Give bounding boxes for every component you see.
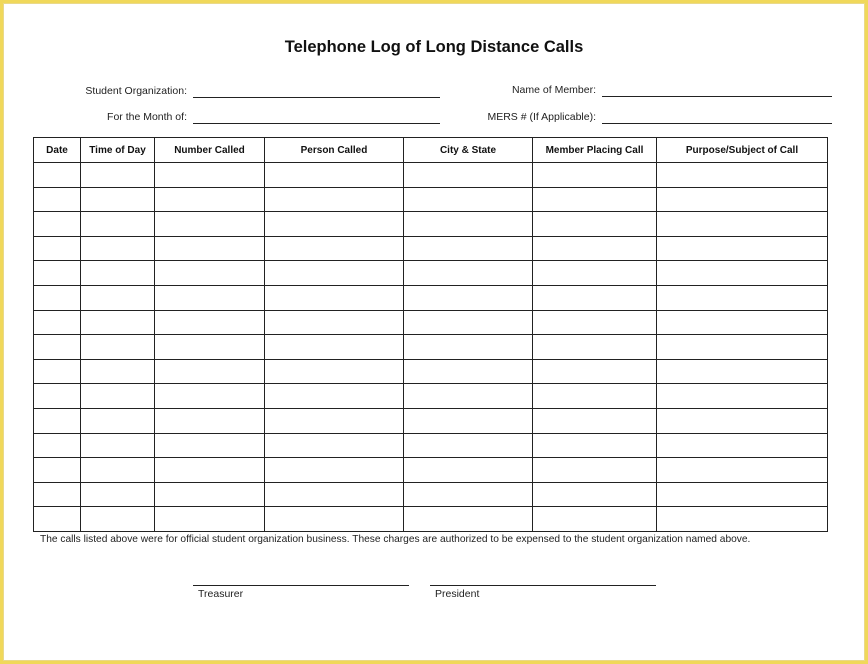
mers-field[interactable] <box>602 123 832 124</box>
table-cell[interactable] <box>404 163 533 188</box>
table-cell[interactable] <box>404 236 533 261</box>
treasurer-label: Treasurer <box>198 588 244 600</box>
table-row <box>34 433 828 458</box>
president-label: President <box>435 588 480 600</box>
table-row <box>34 187 828 212</box>
table-cell[interactable] <box>404 384 533 409</box>
column-header-person-called: Person Called <box>265 138 404 163</box>
table-cell[interactable] <box>533 187 657 212</box>
table-cell[interactable] <box>657 408 828 433</box>
table-cell[interactable] <box>404 458 533 483</box>
table-body <box>34 163 828 532</box>
table-cell[interactable] <box>155 187 265 212</box>
table-cell[interactable] <box>81 236 155 261</box>
table-row <box>34 408 828 433</box>
table-cell[interactable] <box>155 507 265 532</box>
table-cell[interactable] <box>533 236 657 261</box>
table-cell[interactable] <box>404 433 533 458</box>
table-cell[interactable] <box>155 236 265 261</box>
table-cell[interactable] <box>265 458 404 483</box>
table-cell[interactable] <box>155 458 265 483</box>
table-cell[interactable] <box>265 433 404 458</box>
table-cell[interactable] <box>657 384 828 409</box>
table-cell[interactable] <box>155 285 265 310</box>
table-cell[interactable] <box>265 212 404 237</box>
table-cell[interactable] <box>533 408 657 433</box>
table-cell[interactable] <box>404 482 533 507</box>
table-row <box>34 482 828 507</box>
table-row <box>34 261 828 286</box>
table-cell[interactable] <box>34 458 81 483</box>
table-cell[interactable] <box>34 384 81 409</box>
table-cell[interactable] <box>81 187 155 212</box>
table-cell[interactable] <box>265 384 404 409</box>
table-cell[interactable] <box>657 187 828 212</box>
table-cell[interactable] <box>404 212 533 237</box>
table-cell[interactable] <box>657 285 828 310</box>
treasurer-signature-line[interactable] <box>193 585 409 586</box>
column-header-purpose: Purpose/Subject of Call <box>657 138 828 163</box>
table-cell[interactable] <box>81 310 155 335</box>
table-cell[interactable] <box>81 163 155 188</box>
table-cell[interactable] <box>34 187 81 212</box>
table-cell[interactable] <box>657 433 828 458</box>
table-cell[interactable] <box>155 359 265 384</box>
table-cell[interactable] <box>533 433 657 458</box>
table-cell[interactable] <box>404 408 533 433</box>
table-cell[interactable] <box>81 482 155 507</box>
table-cell[interactable] <box>34 285 81 310</box>
table-cell[interactable] <box>265 507 404 532</box>
table-cell[interactable] <box>155 310 265 335</box>
table-cell[interactable] <box>81 507 155 532</box>
table-cell[interactable] <box>81 285 155 310</box>
table-cell[interactable] <box>533 163 657 188</box>
table-cell[interactable] <box>34 236 81 261</box>
table-cell[interactable] <box>81 458 155 483</box>
table-cell[interactable] <box>155 212 265 237</box>
table-cell[interactable] <box>265 335 404 360</box>
table-row <box>34 359 828 384</box>
authorization-statement: The calls listed above were for official student organization business. These charges are authorized to be expensed to the student organization named above. <box>40 534 751 545</box>
table-cell[interactable] <box>533 507 657 532</box>
table-cell[interactable] <box>81 212 155 237</box>
table-cell[interactable] <box>34 335 81 360</box>
table-cell[interactable] <box>533 384 657 409</box>
column-header-date: Date <box>34 138 81 163</box>
table-cell[interactable] <box>265 163 404 188</box>
table-cell[interactable] <box>657 310 828 335</box>
table-cell[interactable] <box>155 163 265 188</box>
table-row <box>34 212 828 237</box>
table-header-row <box>34 138 828 163</box>
table-cell[interactable] <box>155 433 265 458</box>
table-cell[interactable] <box>265 310 404 335</box>
table-cell[interactable] <box>533 359 657 384</box>
table-cell[interactable] <box>657 458 828 483</box>
name-of-member-field[interactable] <box>602 96 832 97</box>
table-cell[interactable] <box>657 359 828 384</box>
page-title: Telephone Log of Long Distance Calls <box>284 38 584 56</box>
table-cell[interactable] <box>657 335 828 360</box>
column-header-time-of-day: Time of Day <box>81 138 155 163</box>
table-cell[interactable] <box>81 359 155 384</box>
student-organization-label: Student Organization: <box>85 85 187 97</box>
table-cell[interactable] <box>81 384 155 409</box>
table-cell[interactable] <box>155 335 265 360</box>
table-cell[interactable] <box>404 359 533 384</box>
table-row <box>34 285 828 310</box>
table-cell[interactable] <box>265 482 404 507</box>
table-cell[interactable] <box>81 408 155 433</box>
table-cell[interactable] <box>34 433 81 458</box>
table-cell[interactable] <box>34 408 81 433</box>
table-cell[interactable] <box>657 507 828 532</box>
table-cell[interactable] <box>404 187 533 212</box>
table-row <box>34 236 828 261</box>
table-cell[interactable] <box>34 212 81 237</box>
table-cell[interactable] <box>533 458 657 483</box>
table-cell[interactable] <box>404 310 533 335</box>
table-cell[interactable] <box>533 261 657 286</box>
table-cell[interactable] <box>657 261 828 286</box>
table-row <box>34 458 828 483</box>
table-cell[interactable] <box>404 285 533 310</box>
call-log-table <box>33 137 828 532</box>
table-cell[interactable] <box>265 359 404 384</box>
table-row <box>34 310 828 335</box>
table-cell[interactable] <box>81 261 155 286</box>
table-cell[interactable] <box>81 433 155 458</box>
mers-label: MERS # (If Applicable): <box>487 111 596 123</box>
table-cell[interactable] <box>81 335 155 360</box>
table-cell[interactable] <box>533 212 657 237</box>
table-cell[interactable] <box>155 261 265 286</box>
column-header-member-placing-call: Member Placing Call <box>533 138 657 163</box>
name-of-member-label: Name of Member: <box>511 84 596 96</box>
table-cell[interactable] <box>404 335 533 360</box>
table-cell[interactable] <box>657 212 828 237</box>
table-row <box>34 163 828 188</box>
student-organization-field[interactable] <box>193 97 440 98</box>
table-cell[interactable] <box>533 310 657 335</box>
table-cell[interactable] <box>155 482 265 507</box>
table-cell[interactable] <box>404 261 533 286</box>
table-cell[interactable] <box>533 335 657 360</box>
table-cell[interactable] <box>34 261 81 286</box>
table-cell[interactable] <box>657 163 828 188</box>
table-cell[interactable] <box>265 261 404 286</box>
table-cell[interactable] <box>657 236 828 261</box>
table-cell[interactable] <box>34 310 81 335</box>
table-cell[interactable] <box>155 384 265 409</box>
table-cell[interactable] <box>265 236 404 261</box>
column-header-city-state: City & State <box>404 138 533 163</box>
column-header-number-called: Number Called <box>155 138 265 163</box>
table-cell[interactable] <box>265 408 404 433</box>
table-cell[interactable] <box>34 507 81 532</box>
table-cell[interactable] <box>657 482 828 507</box>
table-cell[interactable] <box>265 187 404 212</box>
table-cell[interactable] <box>155 408 265 433</box>
table-cell[interactable] <box>34 359 81 384</box>
table-cell[interactable] <box>265 285 404 310</box>
for-the-month-of-label: For the Month of: <box>107 111 187 123</box>
table-cell[interactable] <box>34 482 81 507</box>
for-the-month-of-field[interactable] <box>193 123 440 124</box>
table-cell[interactable] <box>34 163 81 188</box>
president-signature-line[interactable] <box>430 585 656 586</box>
table-row <box>34 384 828 409</box>
table-row <box>34 335 828 360</box>
table-cell[interactable] <box>404 507 533 532</box>
table-row <box>34 507 828 532</box>
table-cell[interactable] <box>533 285 657 310</box>
table-cell[interactable] <box>533 482 657 507</box>
